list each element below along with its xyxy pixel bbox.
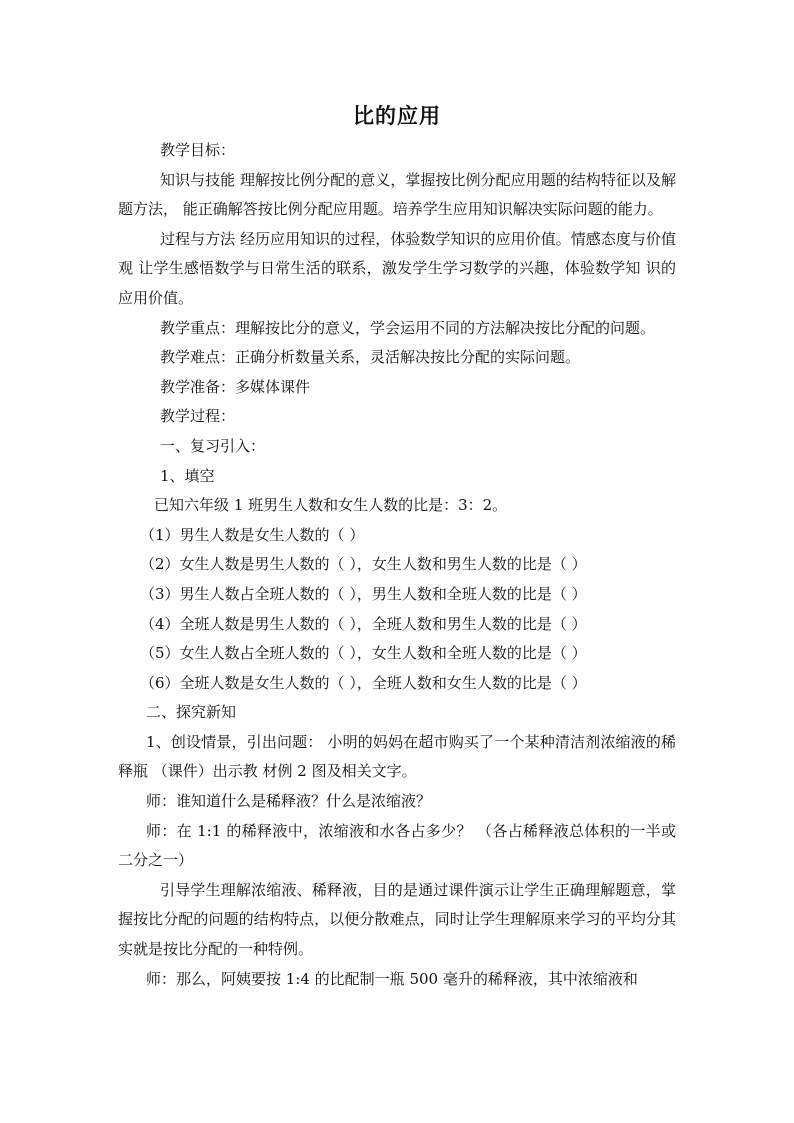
paragraph: 二、探究新知 <box>146 703 237 722</box>
document-body <box>118 136 676 994</box>
paragraph: 知识与技能 理解按比例分配的意义，掌握按比例分配应用题的结构特征以及解题方法， 能正确解答按比例分配应用题。培养学生应用知识解决实际问题的能力。 <box>118 170 676 219</box>
paragraph: （5）女生人数占全班人数的（ ），女生人数和全班人数的比是（ ） <box>140 644 587 663</box>
paragraph: （3）男生人数占全班人数的（ ），男生人数和全班人数的比是（ ） <box>140 584 587 603</box>
paragraph: 师：在 1:1 的稀释液中，浓缩液和水各占多少？ （各占稀释液总体积的一半或二分之一） <box>118 821 676 870</box>
page-title: 比的应用 <box>353 103 441 128</box>
paragraph: （2）女生人数是男生人数的（ ），女生人数和男生人数的比是（ ） <box>140 555 587 574</box>
paragraph: 一、复习引入： <box>160 436 266 455</box>
paragraph: 已知六年级 1 班男生人数和女生人数的比是：3：2。 <box>154 496 508 515</box>
paragraph: （6）全班人数是女生人数的（ ），全班人数和女生人数的比是（ ） <box>140 673 587 692</box>
paragraph: 过程与方法 经历应用知识的过程，体验数学知识的应用价值。情感态度与价值观 让学生感悟数学与日常生活的联系，激发学生学习数学的兴趣，体验数学知 识的应用价值。 <box>118 229 676 307</box>
paragraph: 1、填空 <box>160 466 215 485</box>
paragraph: 1、创设情景，引出问题： 小明的妈妈在超市购买了一个某种清洁剂浓缩液的稀释瓶 （课件）出示教 材例 2 图及相关文字。 <box>118 732 676 781</box>
paragraph: 教学过程： <box>160 407 236 426</box>
paragraph: 师：谁知道什么是稀释液？什么是浓缩液？ <box>146 792 432 811</box>
paragraph: 教学准备：多媒体课件 <box>160 377 311 396</box>
paragraph: （1）男生人数是女生人数的（ ） <box>140 525 365 544</box>
paragraph: 教学目标： <box>160 141 236 159</box>
paragraph: 教学重点：理解按比分的意义，学会运用不同的方法解决按比分配的问题。 <box>160 318 656 337</box>
paragraph: （4）全班人数是男生人数的（ ），全班人数和男生人数的比是（ ） <box>140 614 587 633</box>
paragraph: 引导学生理解浓缩液、稀释液，目的是通过课件演示让学生正确理解题意，掌握按比分配的问题的结构特点，以便分散难点，同时让学生理解原来学习的平均分其实就是按比分配的一种特例。 <box>118 880 676 959</box>
paragraph: 师：那么，阿姨要按 1:4 的比配制一瓶 500 毫升的稀释液，其中浓缩液和 <box>146 969 638 988</box>
paragraph: 教学难点：正确分析数量关系，灵活解决按比分配的实际问题。 <box>160 348 581 367</box>
